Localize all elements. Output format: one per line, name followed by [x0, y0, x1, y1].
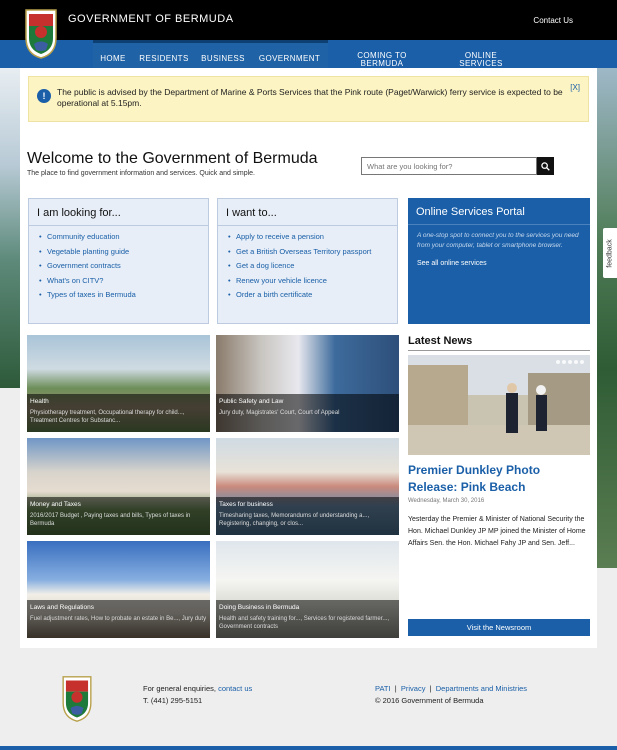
tile-links[interactable]: Fuel adjustment rates, How to probate an estate in Be..., Jury duty — [30, 616, 207, 622]
news-date: Wednesday, March 30, 2016 — [408, 498, 485, 504]
background-photo-right — [597, 68, 617, 568]
category-tile-laws[interactable] — [27, 541, 210, 638]
see-all-services-link[interactable]: See all online services — [417, 260, 487, 267]
want-to-link[interactable]: • Renew your vehicle licence — [228, 276, 387, 285]
portal-description: A one-stop spot to connect you to the services you need from your computer, tablet or smartphone browser. — [417, 232, 579, 249]
tile-title: Taxes for business — [219, 501, 273, 508]
search-input[interactable] — [361, 157, 537, 175]
footer-phone: T. (441) 295-5151 — [143, 696, 203, 705]
contact-us-link[interactable]: Contact Us — [533, 16, 573, 25]
tile-title: Health — [30, 398, 49, 405]
want-to-link[interactable]: • Order a birth certificate — [228, 290, 387, 299]
feedback-tab[interactable] — [603, 228, 617, 278]
looking-for-box — [28, 198, 209, 324]
link-separator: | — [394, 684, 397, 693]
category-tile-taxes-business[interactable] — [216, 438, 399, 535]
portal-title[interactable]: Online Services Portal — [408, 198, 590, 225]
tile-caption — [216, 394, 399, 432]
category-tile-money-taxes[interactable] — [27, 438, 210, 535]
tile-caption — [27, 497, 210, 535]
tile-links[interactable]: Jury duty, Magistrates' Court, Court of Appeal — [219, 410, 340, 416]
tile-caption — [216, 600, 399, 638]
alert-banner — [28, 76, 589, 122]
feedback-label: feedback — [606, 238, 614, 268]
looking-for-link[interactable]: • Community education — [39, 232, 198, 241]
top-bar — [0, 0, 617, 40]
footer-enquiries — [143, 683, 252, 707]
nav-coming-to-bermuda[interactable]: COMING TO BERMUDA — [357, 51, 407, 68]
main-content — [20, 68, 597, 648]
category-tile-doing-business[interactable] — [216, 541, 399, 638]
visit-newsroom-button[interactable]: Visit the Newsroom — [408, 619, 590, 636]
enquiries-text: For general enquiries, — [143, 684, 216, 693]
pati-link[interactable]: PATI — [375, 684, 391, 693]
looking-for-link[interactable]: • What's on CITV? — [39, 276, 198, 285]
news-photo-illustration — [408, 355, 590, 455]
tile-title: Public Safety and Law — [219, 398, 284, 405]
bottom-bar — [0, 746, 617, 750]
tile-links[interactable]: Physiotherapy treatment, Occupational therapy for child..., Treatment Centres for Substanc... — [30, 410, 185, 424]
footer — [20, 651, 597, 746]
carousel-dots[interactable] — [556, 360, 584, 364]
info-icon: ! — [37, 89, 51, 103]
news-summary: Yesterday the Premier & Minister of National Security the Hon. Michael Dunkley JP MP joined the Minister of Home Affairs Sen. the Hon. Michael Fahy JP and Sen. Jeff... — [408, 516, 586, 547]
nav-business[interactable]: BUSINESS — [195, 40, 251, 75]
looking-for-title: I am looking for... — [29, 199, 208, 226]
search-icon — [541, 162, 550, 171]
nav-home[interactable]: HOME — [93, 40, 133, 75]
want-to-link[interactable]: • Get a dog licence — [228, 261, 387, 270]
nav-government[interactable]: GOVERNMENT — [251, 40, 328, 75]
tile-caption — [27, 394, 210, 432]
tile-title: Doing Business in Bermuda — [219, 604, 300, 611]
tile-links[interactable]: Timesharing taxes, Memorandums of understanding a..., Registering, changing, or clos... — [219, 513, 370, 527]
want-to-title: I want to... — [218, 199, 397, 226]
tile-links[interactable]: 2016/2017 Budget , Paying taxes and bills, Types of taxes in Bermuda — [30, 513, 191, 527]
news-headline-link[interactable]: Premier Dunkley Photo Release: Pink Beach — [408, 463, 541, 494]
want-to-link[interactable]: • Apply to receive a pension — [228, 232, 387, 241]
nav-online-services[interactable]: ONLINE SERVICES — [459, 51, 503, 68]
category-tile-public-safety[interactable] — [216, 335, 399, 432]
privacy-link[interactable]: Privacy — [400, 684, 426, 693]
link-separator: | — [429, 684, 432, 693]
category-tile-health[interactable] — [27, 335, 210, 432]
footer-contact-link[interactable]: contact us — [218, 684, 253, 693]
news-photo[interactable] — [408, 355, 590, 455]
tile-caption — [27, 600, 210, 638]
nav-residents[interactable]: RESIDENTS — [133, 40, 195, 75]
page-tagline: The place to find government information and services. Quick and simple. — [27, 170, 256, 177]
tile-title: Laws and Regulations — [30, 604, 94, 611]
looking-for-link[interactable]: • Government contracts — [39, 261, 198, 270]
tile-title: Money and Taxes — [30, 501, 81, 508]
background-photo-left — [0, 68, 20, 388]
search-button[interactable] — [537, 157, 554, 175]
departments-link[interactable]: Departments and Ministries — [435, 684, 528, 693]
site-title[interactable]: GOVERNMENT OF BERMUDA — [68, 13, 234, 25]
divider — [408, 350, 590, 351]
online-services-portal — [408, 198, 590, 324]
copyright: © 2016 Government of Bermuda — [375, 696, 484, 705]
looking-for-link[interactable]: • Vegetable planting guide — [39, 247, 198, 256]
alert-text: The public is advised by the Department of Marine & Ports Services that the Pink route (Paget/Warwick) ferry service is expected to be operational at 5.15pm. — [57, 87, 563, 108]
looking-for-link[interactable]: • Types of taxes in Bermuda — [39, 290, 198, 299]
want-to-box — [217, 198, 398, 324]
tile-caption — [216, 497, 399, 535]
footer-links — [375, 683, 527, 707]
bermuda-coat-of-arms-logo[interactable] — [61, 675, 93, 723]
tile-links[interactable]: Health and safety training for..., Services for registered farmer..., Government contracts — [219, 616, 390, 630]
bermuda-coat-of-arms-logo[interactable] — [24, 8, 58, 60]
latest-news-heading: Latest News — [408, 335, 473, 347]
want-to-link[interactable]: • Get a British Overseas Territory passport — [228, 247, 387, 256]
alert-close-button[interactable]: [X] — [570, 83, 580, 92]
page-title: Welcome to the Government of Bermuda — [27, 150, 318, 167]
